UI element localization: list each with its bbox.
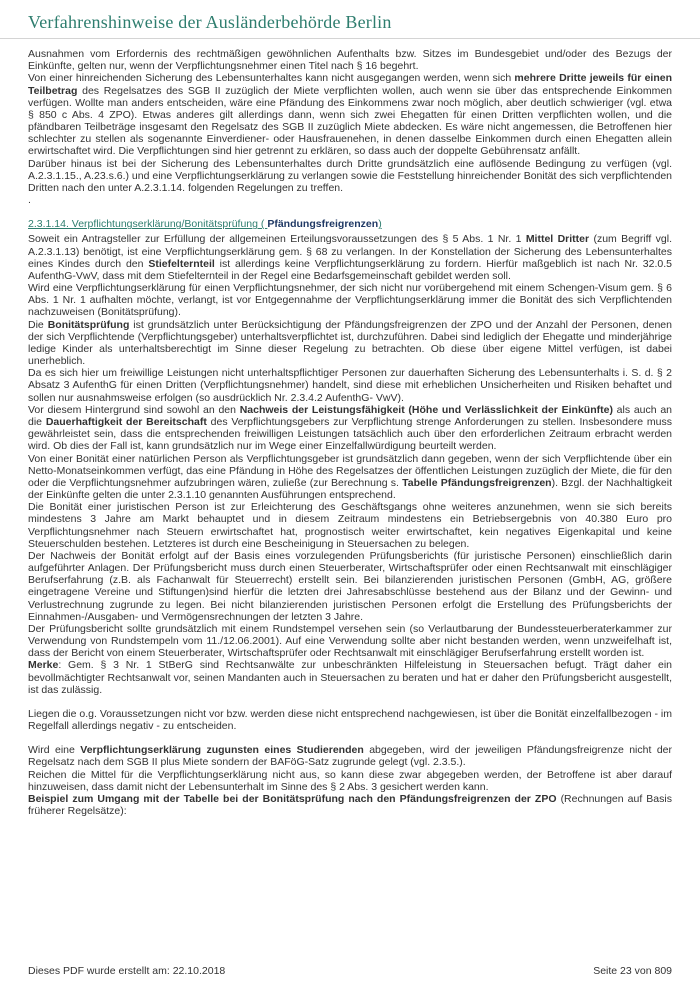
footer-created-date: Dieses PDF wurde erstellt am: 22.10.2018 <box>28 965 226 977</box>
text-run: Soweit ein Antragsteller zur Erfüllung der allgemeinen Erteilungsvoraussetzungen des § 5 Abs. 1 Nr. 1 <box>28 233 526 246</box>
paragraph <box>28 404 672 453</box>
paragraph <box>28 769 672 793</box>
paragraph <box>28 158 672 195</box>
paragraph <box>28 550 672 623</box>
text-run: Darüber hinaus ist bei der Sicherung des Lebensunterhaltes durch Dritte grundsätzlich eine auflösende Bedingung zu verfügen (vgl. A.2.3.1.15., A.23.s.6.) und eine Verpflichtungserklärung zu verlangen sowie die Feststellung hinreichender Bonität des sich verpflichtenden Dritten nach den unter A.2.3.1.14. folgenden Regelungen zu treffen. <box>28 157 672 194</box>
section-heading-keyword: Pfändungsfreigrenzen <box>267 218 379 231</box>
text-run: Von einer hinreichenden Sicherung des Lebensunterhaltes kann nicht ausgegangen werden, wenn sich <box>28 72 515 85</box>
text-run: Wird eine <box>28 744 81 757</box>
paragraph <box>28 282 672 319</box>
text-run: des Regelsatzes des SGB II zuzüglich der Miete verpflichten wollen, auch wenn sie über das entsprechende Einkommen verfügen. Wollte man anders entscheiden, wäre eine Pfändung des Einkommens zwar noch möglich, aber deutlich schwieriger (vgl. etwa § 850 c Abs. 4 ZPO). Etwas anderes gilt allerdings dann, wenn sich zwei Ehegatten für einen Dritten verpflichten wollen, und die pfändbaren Teilbeträge insgesamt den Regelsatz des SGB II zuzüglich Miete abdecken. Es wäre nicht angemessen, die Betroffenen hier schlechter zu stellen als sogenannte Einverdiener- oder Hausfrauenehen, in denen dasselbe Einkommen durch einen Ehegatten allein erwirtschaftet wird. Die Verpflichtungen sind hier getrennt zu erklären, so dass auch der doppelte Gebührensatz anfällt. <box>28 84 672 158</box>
paragraph <box>28 501 672 550</box>
paragraph <box>28 623 672 660</box>
page-header <box>0 0 700 39</box>
bold-text-run: mehrere Dritte jeweils für einen Teilbetrag <box>28 72 673 97</box>
bold-text-run: Verpflichtungserklärung zugunsten eines Studierenden <box>80 744 364 757</box>
bold-text-run: Mittel Dritter <box>525 233 590 246</box>
bold-text-run: Tabelle Pfändungsfreigrenzen <box>402 476 552 489</box>
text-run: . <box>28 194 31 207</box>
paragraph <box>28 367 672 404</box>
document-body <box>0 39 700 817</box>
page-footer <box>28 965 672 977</box>
bold-text-run: Nachweis der Leistungsfähigkeit (Höhe und Verlässlichkeit der Einkünfte) <box>239 403 613 416</box>
paragraph <box>28 194 672 206</box>
bold-text-run: Bonitätsprüfung <box>47 318 130 331</box>
text-run: abgegeben, wird der jeweiligen Pfändungsfreigrenze nicht der Regelsatz nach dem SGB II plus Miete sondern der BAFöG-Satz zugrunde gelegt (vgl. 2.3.5.). <box>28 744 672 769</box>
text-run: Der Prüfungsbericht sollte grundsätzlich mit einem Rundstempel versehen sein (so Verlautbarung der Bundessteuerberaterkammer zur Verwendung von Rundstempeln vom 11./12.06.2001). Auf eine Verwendung sollte aber nicht bestanden werden, wenn unzweifelhaft ist, dass der Bericht von einem Steuerberater, Wirtschaftsprüfer oder Rechtsanwalt mit einschlägiger Berufserfahrung erstellt worden ist. <box>28 622 672 660</box>
text-run: ist grundsätzlich unter Berücksichtigung der Pfändungsfreigrenzen der ZPO und der Anzahl der Personen, denen der sich Verpflichtende (Verpflichtungsgeber) unterhaltsverpflichtet ist, durchzuführen. Dabei sind lediglich der Ehegatte und minderjährige ledige Kinder als unterhaltsberechtigt im Sinne dieser Regelung zu betrachten. Ob diese über eigene Mittel verfügen, ist dabei unerheblich. <box>28 318 672 368</box>
paragraph <box>28 319 672 368</box>
text-run: Von einer Bonität einer natürlichen Person als Verpflichtungsgeber ist grundsätzlich dann gegeben, wenn der sich Verpflichtende über ein Netto-Monatseinkommen verfügt, das eine Pfändung in Höhe des Regelsatzes der öffentlichen Leistungen zuzüglich der Miete, die für den oder die Verpflichtungsnehmer aufzubringen wären, zuließe (zur Berechnung s. <box>28 452 672 489</box>
text-run: als auch an die <box>28 403 672 428</box>
document-title: Verfahrenshinweise der Ausländerbehörde Berlin <box>28 12 392 32</box>
text-run: (zum Begriff vgl. A.2.3.1.13) benötigt, ist eine Verpflichtungserklärung gem. § 68 zu verlangen. In der Konstellation der Sicherung des Lebensunterhaltes eines Kindes durch den <box>28 233 672 270</box>
text-run: Die Bonität einer juristischen Person ist zur Erleichterung des Geschäftsgangs ohne weiteres anzunehmen, wenn sie sich bereits mindestens 3 Jahre am Markt behauptet und in diesem Zeitraum mindestens ein Betriebsergebnis von 40.380 Euro pro Verpflichtungsnehmer nach Steuern erwirtschaftet hat, prognostisch weiter erwirtschaftet, kein negatives Eigenkapital und keine Steuerschulden bestehen. Letzteres ist durch eine Bescheinigung in Steuersachen zu belegen. <box>28 501 672 550</box>
text-run: Reichen die Mittel für die Verpflichtungserklärung nicht aus, so kann diese zwar abgegeben werden, der Betroffene ist aber darauf hinzuweisen, dass damit nicht der Lebensunterhalt im Sinne des § 2 Abs. 3 gesichert werden kann. <box>28 768 672 793</box>
text-run: Der Nachweis der Bonität erfolgt auf der Basis eines vorzulegenden Prüfungsberichts (für juristische Personen) einschließlich darin aufgeführter Anlagen. Der Prüfungsbericht muss durch einen Steuerberater, Wirtschaftsprüfer oder einen Rechtsanwalt mit einschlägiger Berufserfahrung (z.B. als Fachanwalt für Steuerrecht) erstellt sein. Bei bilanzierenden juristischen Personen (GmbH, AG, größere eingetragene Vereine und Stiftungen)sind hierfür die letzten drei Jahresabschlüsse bestehend aus der Bilanz und der Gewinn- und Verlustrechnung zugrunde zu legen. Bei nicht bilanzierenden juristischen Personen erfolgt die Erstellung des Prüfungsberichts der Einnahmen-/Ausgaben- und Vermögensrechnungen der letzten 3 Jahre. <box>28 549 672 623</box>
paragraph <box>28 453 672 502</box>
text-run: des Verpflichtungsgebers zur Verpflichtung strenge Anforderungen zu stellen. Insbesondere muss gewährleistet sein, dass die entsprechenden freiwilligen Leistungen tatsächlich auch über den erforderlichen Zeitraum erbracht werden wird. Ob dies der Fall ist, kann grundsätzlich nur im Wege einer Einzelfallwürdigung beurteilt werden. <box>28 415 673 453</box>
text-run: ). Bzgl. der Nachhaltigkeit der Einkünfte gelten die unter 2.3.1.10 genannten Ausführungen entsprechend. <box>28 476 673 502</box>
text-run: Vor diesem Hintergrund sind sowohl an den <box>28 403 240 416</box>
text-run: ist allerdings keine Verpflichtungserklärung zu fordern. Hierfür maßgeblich ist nach Nr. 32.0.5 AufenthG-VwV, dass mit dem Stiefelternteil in der Regel eine Bedarfsgemeinschaft gebildet werden soll. <box>28 257 672 282</box>
paragraph <box>28 48 672 72</box>
footer-page-number: Seite 23 von 809 <box>593 965 672 977</box>
paragraph <box>28 233 672 282</box>
paragraph <box>28 744 672 768</box>
paragraph <box>28 72 672 157</box>
bold-text-run: Merke <box>28 659 59 672</box>
bold-text-run: Beispiel zum Umgang mit der Tabelle bei der Bonitätsprüfung nach den Pfändungsfreigrenzen der ZPO <box>28 792 557 805</box>
text-run: Ausnahmen vom Erfordernis des rechtmäßigen gewöhnlichen Aufenthalts bzw. Sitzes im Bundesgebiet und/oder des Bezugs der Einkünfte, gelten nur, wenn der Verpflichtungsnehmer einen Titel nach § 16 begehrt. <box>28 48 672 73</box>
text-run: Wird eine Verpflichtungserklärung für einen Verpflichtungsnehmer, der sich nicht nur vorübergehend mit einem Schengen-Visum gem. § 6 Abs. 1 Nr. 1 aufhalten möchte, verlangt, ist vor Entgegennahme der Verpflichtungserklärung immer die Bonität des sich Verpflichtenden nachzuweisen (Bonitätsprüfung). <box>28 282 672 319</box>
section-number-link[interactable]: 2.3.1.14. Verpflichtungserklärung/Bonitätsprüfung ( <box>28 218 268 231</box>
text-run: Die <box>28 318 48 331</box>
section-number-link[interactable]: ) <box>378 218 382 231</box>
paragraph <box>28 708 672 732</box>
bold-text-run: Dauerhaftigkeit der Bereitschaft <box>45 415 207 428</box>
paragraph <box>28 659 672 696</box>
text-run: Da es sich hier um freiwillige Leistungen nicht unterhaltspflichtiger Personen zur dauerhaften Sicherung des Lebensunterhalts i. S. d. § 2 Absatz 3 AufenthG für einen Dritten (Verpflichtungsnehmer) handelt, sind diese mit erheblichen Unsicherheiten und Risiken behaftet und sollen nur ausnahmsweise erfolgen (so ausdrücklich Nr. 2.3.4.2 AufenthG- VwV). <box>28 367 672 404</box>
text-run: (Rechnungen auf Basis früherer Regelsätze): <box>28 792 672 818</box>
paragraph <box>28 793 672 817</box>
text-run: Liegen die o.g. Voraussetzungen nicht vor bzw. werden diese nicht entsprechend nachgewiesen, ist über die Bonität einzelfallbezogen - im Regelfall allerdings negativ - zu entscheiden. <box>28 707 672 733</box>
text-run: : Gem. § 3 Nr. 1 StBerG sind Rechtsanwälte zur unbeschränkten Hilfeleistung in Steuersachen befugt. Trägt daher ein bevollmächtigter Rechtsanwalt vor, seinen Mandanten auch in Steuersachen zu beraten und hat er daher den Prüfungsbericht ausgestellt, ist das zulässig. <box>28 659 672 696</box>
bold-text-run: Stiefelternteil <box>148 257 215 270</box>
section-link-2-3-1-14[interactable] <box>28 218 672 230</box>
